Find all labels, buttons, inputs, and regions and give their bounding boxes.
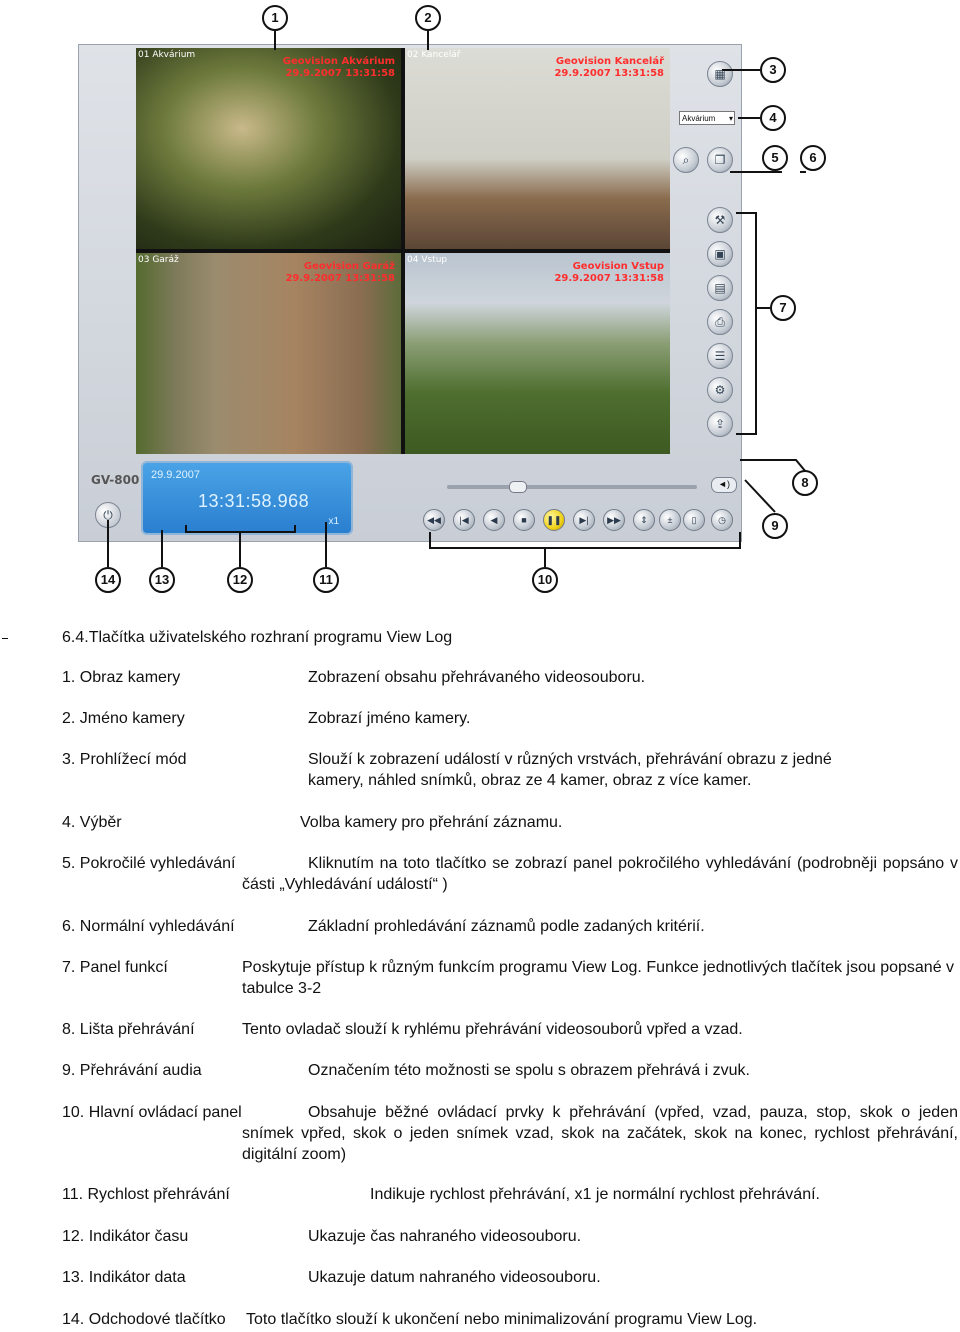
item-label: 4. Výběr (62, 814, 122, 831)
callout-7: 7 (770, 295, 796, 321)
item-label: 11. Rychlost přehrávání (62, 1186, 230, 1203)
search-doc-icon[interactable]: ⌕ (673, 147, 699, 173)
item-label: 7. Panel funkcí (62, 959, 168, 976)
zoom-icon[interactable]: ± (659, 509, 681, 531)
date-indicator: 29.9.2007 (151, 469, 200, 481)
save-avi-icon[interactable]: ▣ (707, 241, 733, 267)
camera-stamp: Geovision Garáž 29.9.2007 13:31:58 (285, 261, 395, 284)
callout-13: 13 (149, 567, 175, 593)
play-back-icon[interactable]: ◀ (483, 509, 505, 531)
item-label: 10. Hlavní ovládací panel (62, 1104, 242, 1121)
callout-5: 5 (762, 145, 788, 171)
margin-mark (2, 638, 8, 639)
item-desc: Toto tlačítko slouží k ukončení nebo minimalizování programu View Log. (246, 1311, 758, 1328)
item-label: 12. Indikátor času (62, 1228, 189, 1245)
camera-stamp: Geovision Vstup 29.9.2007 13:31:58 (554, 261, 664, 284)
item-desc: Zobrazení obsahu přehrávaného videosouboru. (308, 669, 646, 686)
item-desc: Slouží k zobrazení událostí v různých vrstvách, přehrávání obrazu z jedné kamery, náhled snímků, obraz ze 4 kamer, obraz z více kamer. (308, 751, 832, 789)
stop-icon[interactable]: ■ (513, 509, 535, 531)
step-back-icon[interactable]: |◀ (453, 509, 475, 531)
pause-icon[interactable]: ❚❚ (543, 509, 565, 531)
callout-12: 12 (227, 567, 253, 593)
screenshot-figure (0, 0, 960, 600)
item-label: 8. Lišta přehrávání (62, 1021, 195, 1038)
callout-4: 4 (760, 105, 786, 131)
gear-icon[interactable]: ⚙ (707, 377, 733, 403)
callout-11: 11 (313, 567, 339, 593)
item-desc: Ukazuje čas nahraného videosouboru. (308, 1228, 582, 1245)
grid-icon[interactable]: ▦ (707, 61, 733, 87)
camera-name: 04 Vstup (407, 255, 448, 265)
item-label: 9. Přehrávání audia (62, 1062, 202, 1079)
callout-14: 14 (95, 567, 121, 593)
item-label: 3. Prohlížecí mód (62, 751, 187, 768)
step-forward-icon[interactable]: ▶| (573, 509, 595, 531)
camera-name: 03 Garáž (138, 255, 179, 265)
callout-lines (0, 0, 960, 600)
item-desc: Obsahuje běžné ovládací prvky k přehrávání (vpřed, vzad, pauza, stop, skok o jeden snímek vpřed, skok o jeden snímek vzad, skok na začátek, skok na konec, rychlost přehrávání, digitální zoom) (242, 1104, 958, 1163)
item-desc: Označením této možnosti se spolu s obrazem přehrává i zvuk. (308, 1062, 750, 1079)
section-title: 6.4.Tlačítka uživatelského rozhraní programu View Log (62, 629, 453, 646)
print-icon[interactable]: ⎙ (707, 309, 733, 335)
item-desc: Zobrazí jméno kamery. (308, 710, 471, 727)
callout-10: 10 (532, 567, 558, 593)
item-label: 1. Obraz kamery (62, 669, 181, 686)
clock-icon[interactable]: ◷ (711, 509, 733, 531)
item-desc: Tento ovladač slouží k ryhlému přehrávání videosouborů vpřed a vzad. (242, 1021, 743, 1038)
mark-icon[interactable]: ▯ (683, 509, 705, 531)
camera-stamp: Geovision Akvárium 29.9.2007 13:31:58 (282, 56, 395, 79)
save-bmp-icon[interactable]: ▤ (707, 275, 733, 301)
item-desc: Základní prohledávání záznamů podle zadaných kritérií. (308, 918, 705, 935)
speaker-icon[interactable]: ◄) (711, 477, 737, 493)
brand-label: GV-800 (91, 473, 140, 487)
rewind-icon[interactable]: ◀◀ (423, 509, 445, 531)
speed-indicator: x1 (328, 516, 339, 527)
item-label: 14. Odchodové tlačítko (62, 1311, 226, 1328)
camera-name: 02 Kancelář (407, 50, 461, 60)
item-desc: Volba kamery pro přehrání záznamu. (300, 814, 563, 831)
item-label: 6. Normální vyhledávání (62, 918, 235, 935)
item-label: 13. Indikátor data (62, 1269, 186, 1286)
item-desc: Poskytuje přístup k různým funkcím programu View Log. Funkce jednotlivých tlačítek jsou popsané v tabulce 3-2 (242, 959, 955, 997)
item-desc: Ukazuje datum nahraného videosouboru. (308, 1269, 601, 1286)
camera-name: 01 Akvárium (138, 50, 196, 60)
item-label: 2. Jméno kamery (62, 710, 185, 727)
item-label: 5. Pokročilé vyhledávání (62, 855, 236, 872)
camera-stamp: Geovision Kancelář 29.9.2007 13:31:58 (554, 56, 664, 79)
time-indicator: 13:31:58.968 (198, 491, 310, 511)
item-desc: Kliknutím na toto tlačítko se zobrazí panel pokročilého vyhledávání (podrobněji popsáno v části „Vyhledávání událostí“ ) (242, 855, 958, 893)
speed-down-icon[interactable]: ⇕ (633, 509, 655, 531)
item-desc: Indikuje rychlost přehrávání, x1 je normální rychlost přehrávání. (370, 1186, 820, 1203)
fast-forward-icon[interactable]: ▶▶ (603, 509, 625, 531)
callout-9: 9 (762, 513, 788, 539)
callout-6: 6 (800, 145, 826, 171)
camera-select[interactable]: Akvárium ▾ (679, 111, 735, 125)
tools-icon[interactable]: ⚒ (707, 207, 733, 233)
callout-2: 2 (415, 5, 441, 31)
callout-3: 3 (760, 57, 786, 83)
callout-8: 8 (792, 470, 818, 496)
export-icon[interactable]: ⇪ (707, 411, 733, 437)
callout-1: 1 (262, 5, 288, 31)
settings-icon[interactable]: ☰ (707, 343, 733, 369)
copy-icon[interactable]: ❐ (707, 147, 733, 173)
power-icon[interactable]: ⏻ (95, 502, 121, 528)
